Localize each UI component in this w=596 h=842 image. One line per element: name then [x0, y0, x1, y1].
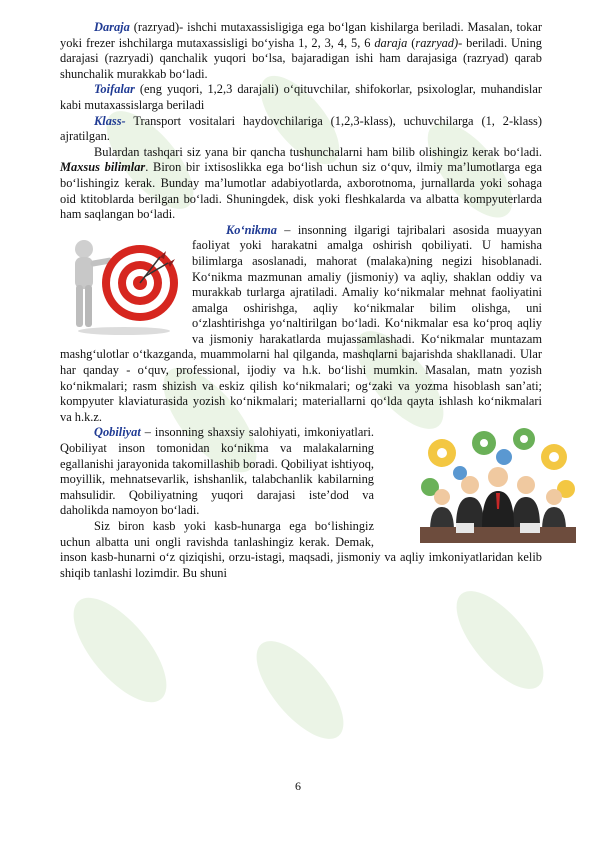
term-klass: Klass-: [94, 113, 126, 128]
text-span: – insonning ilgarigi tajribalari asosida muayyan faoliyat yoki harakatni amalga oshirish qobiliyati. U hamisha bilimlarga asoslanadi, mahorat (malaka)ning negizi hisoblanadi. Ko‘nikma mazmunan amaliy (jismoniy) va aqliy, shaklan oddiy va murakkab turlarga ajratiladi. Amaliy ko‘nikmalar mehnat faoliyatini amalga oshirishga, aqliy ko‘nikmalar bilim olishga, uni o‘zlashtirishga yo‘naltirilgan bo‘ladi. Ko‘nikmalar esa ko‘proq aqliy va jismoniy harakatlarda mujassamlashadi. Ko‘nikmalar muntazam mashg‘ulotlar o‘tkazganda, muammolarni hal qilganda, mashqlarni bajarishda shakllanadi. Ular har qanday - o‘quv, professional, ijodiy va h.k. bo‘lishi mumkin. Masalan, matn yozish ko‘nikmalari; rasm shizish va eskiz qilish ko‘nikmalari; og‘zaki va yozma hisoblash san’ati; kompyuter klaviaturasida yozish ko‘nikmalari; materiallarni qo‘lda qayta ishlash ko‘nikmalari va h.k.z.: [60, 222, 542, 424]
page-number: 6: [295, 779, 301, 793]
text-italic: razryad)-: [415, 35, 463, 50]
term-daraja: Daraja: [94, 20, 130, 34]
target-illustration: [60, 227, 186, 335]
text-span: (: [407, 35, 416, 50]
paragraph-daraja: [60, 20, 542, 82]
text-span: (razryad)- ishchi mutaxassisligiga ega bo‘lgan kishilarga beriladi. Masalan, tokar yoki frezer ishchilarga mutaxassisligi bo‘yisha 1, 2, 3, 4, 5, 6: [60, 20, 542, 50]
target-icon: [60, 227, 186, 335]
text-span: beriladi. Uning darajasi (razryadi) qanchalik yuqori bo‘lsa, bajaradigan ishi ham darajasiga (razryad) qarab shunchalik murakkab bo‘ladi.: [60, 35, 542, 81]
team-icon: [420, 427, 576, 543]
term-maxsus-bilimlar: Maxsus bilimlar: [60, 160, 146, 175]
text-italic: daraja: [374, 35, 408, 50]
paragraph-qobiliyat: [60, 425, 542, 519]
text-span: – insonning shaxsiy salohiyati, imkoniyatlari. Qobiliyat inson tomonidan ko‘nikma va malakalarning egallanishi jarayonida takomillashib boradi. Qobiliyat ishtiyoq, moyillik, mehnatsevarlik, ishshanlik, talabchanlik kabilarning mahsulidir. Qobiliyatning yuqori darajasi iste’dod va daholikda namoyon bo‘ladi.: [60, 425, 374, 518]
term-qobiliyat: Qobiliyat: [94, 425, 141, 440]
text-span: Bulardan tashqari siz yana bir qancha tushunchalarni ham bilib olishingiz kerak bo‘ladi.: [94, 144, 542, 159]
paragraph-toifalar: [60, 82, 542, 113]
paragraph-maxsus-bilimlar: [60, 145, 542, 223]
text-span: Transport vositalari haydovchilariga (1,2,3-klass), uchuvchilarga (1, 2-klass) ajratilgan.: [60, 113, 542, 144]
paragraph-konikma: [60, 223, 542, 426]
team-illustration: [386, 427, 542, 543]
term-konikma: Ko‘nikma: [226, 222, 277, 237]
text-span: Siz biron kasb yoki kasb-hunarga ega bo‘lishingiz uchun albatta uni ongli ravishda tanlashingiz kerak. Demak, inson kasb-hunarni o‘z qiziqishi, orzu-istagi, maqsadi, jismoniy va aqliy imkoniyatlaridan kelib shiqib tanlashi lozimdir. Bu shuni: [60, 519, 542, 580]
body-text: [60, 20, 542, 581]
text-span: . Biron bir ixtisoslikka ega bo‘lish uchun siz o‘quv, ilmiy ma’lumotlarga ega bo‘lishingiz kerak. Bunday ma’lumotlar adabiyotlarda, axborotnoma, jurnallarda yoki sohaga oid ktitoblarda berilgan bo‘ladi. Shuningdek, disk yoki fleshkalarda va albatta kompyuterlarda ham saqlangan bo‘ladi.: [60, 160, 542, 222]
term-toifalar: Toifalar: [94, 82, 135, 97]
text-span: (eng yuqori, 1,2,3 darajali) o‘qituvchilar, shifokorlar, psixologlar, muhandislar kabi mutaxassislarga beriladi: [60, 82, 542, 112]
paragraph-klass: [60, 114, 542, 145]
